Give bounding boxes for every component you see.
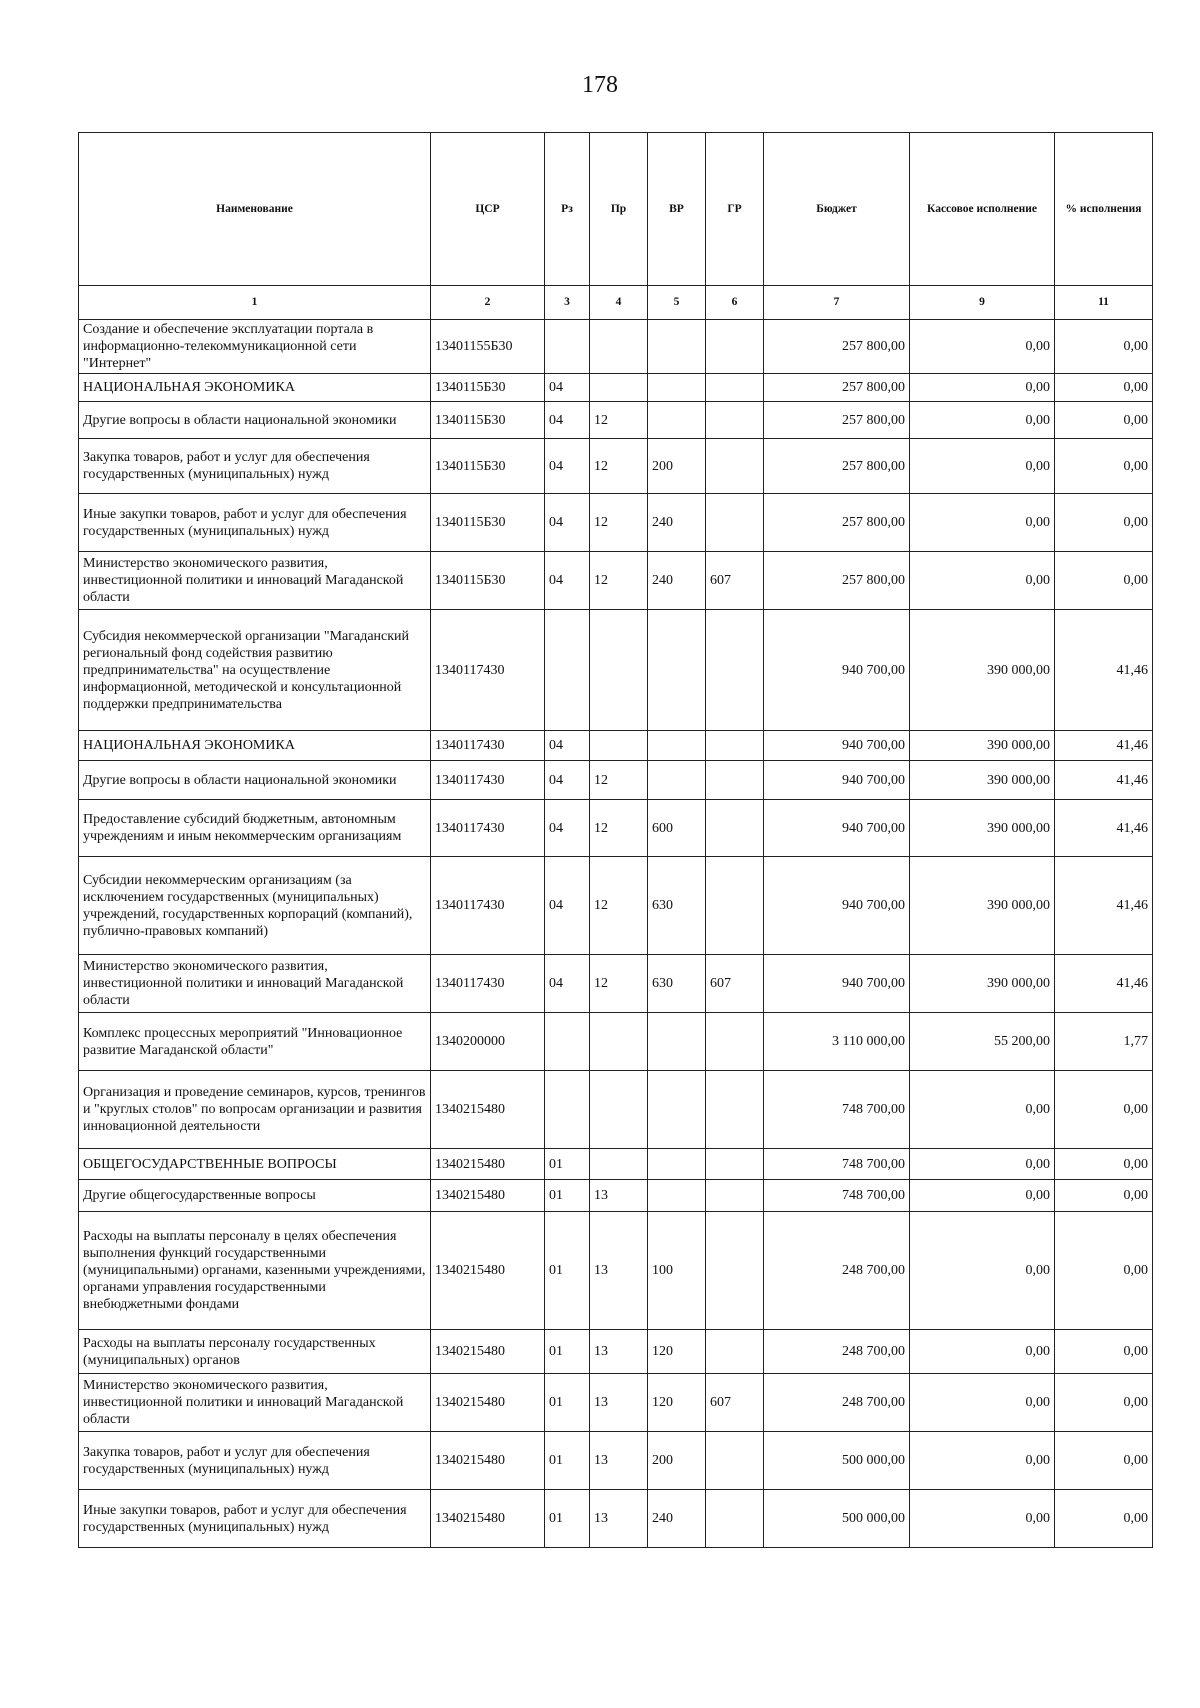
row-pr: 13	[590, 1432, 648, 1490]
row-pct: 1,77	[1055, 1013, 1153, 1071]
col-number: 5	[648, 286, 706, 320]
row-gr	[706, 610, 764, 731]
row-pct: 41,46	[1055, 761, 1153, 800]
row-vr	[648, 374, 706, 402]
row-vr	[648, 610, 706, 731]
table-row	[79, 320, 1153, 374]
row-pct: 0,00	[1055, 1374, 1153, 1432]
row-vr	[648, 731, 706, 761]
row-rz	[545, 1013, 590, 1071]
row-gr	[706, 1071, 764, 1149]
row-pct: 0,00	[1055, 494, 1153, 552]
table-row	[79, 731, 1153, 761]
row-cash: 0,00	[910, 1432, 1055, 1490]
row-cash: 0,00	[910, 1071, 1055, 1149]
row-budget: 748 700,00	[764, 1149, 910, 1180]
row-vr: 630	[648, 857, 706, 955]
row-vr: 600	[648, 800, 706, 857]
row-csr: 1340115Б30	[431, 439, 545, 494]
row-cash: 390 000,00	[910, 761, 1055, 800]
row-budget: 940 700,00	[764, 800, 910, 857]
table-row	[79, 1330, 1153, 1374]
row-budget: 248 700,00	[764, 1212, 910, 1330]
table-row	[79, 955, 1153, 1013]
table-row	[79, 1212, 1153, 1330]
row-gr	[706, 374, 764, 402]
row-name: Организация и проведение семинаров, курсов, тренингов и "круглых столов" по вопросам организации и развития инновационной деятельности	[79, 1071, 431, 1149]
col-header-cash: Кассовое исполнение	[910, 133, 1055, 286]
row-vr: 200	[648, 439, 706, 494]
row-pr	[590, 1149, 648, 1180]
row-pr	[590, 1071, 648, 1149]
row-cash: 0,00	[910, 439, 1055, 494]
row-vr: 240	[648, 494, 706, 552]
row-pr: 13	[590, 1180, 648, 1212]
row-budget: 257 800,00	[764, 552, 910, 610]
row-csr: 13401155Б30	[431, 320, 545, 374]
row-vr: 100	[648, 1212, 706, 1330]
row-rz	[545, 1071, 590, 1149]
row-name: Создание и обеспечение эксплуатации портала в информационно-телекоммуникационной сети "Интернет"	[79, 320, 431, 374]
row-name: Комплекс процессных мероприятий "Инновационное развитие Магаданской области"	[79, 1013, 431, 1071]
row-pct: 0,00	[1055, 1180, 1153, 1212]
row-budget: 257 800,00	[764, 494, 910, 552]
row-vr	[648, 402, 706, 439]
row-vr: 120	[648, 1374, 706, 1432]
row-csr: 1340215480	[431, 1374, 545, 1432]
row-rz: 04	[545, 374, 590, 402]
row-gr	[706, 1180, 764, 1212]
row-csr: 1340215480	[431, 1432, 545, 1490]
row-name: Министерство экономического развития, инвестиционной политики и инноваций Магаданской области	[79, 1374, 431, 1432]
table-row	[79, 1013, 1153, 1071]
row-rz: 04	[545, 494, 590, 552]
col-header-budget: Бюджет	[764, 133, 910, 286]
row-pct: 0,00	[1055, 1432, 1153, 1490]
row-gr	[706, 494, 764, 552]
col-number: 7	[764, 286, 910, 320]
row-cash: 0,00	[910, 552, 1055, 610]
row-vr	[648, 1013, 706, 1071]
row-gr: 607	[706, 955, 764, 1013]
table-row	[79, 1180, 1153, 1212]
table-body	[79, 320, 1153, 1548]
row-pr	[590, 374, 648, 402]
col-number: 6	[706, 286, 764, 320]
row-name: Иные закупки товаров, работ и услуг для обеспечения государственных (муниципальных) нужд	[79, 494, 431, 552]
col-header-gr: ГР	[706, 133, 764, 286]
row-budget: 257 800,00	[764, 439, 910, 494]
row-budget: 940 700,00	[764, 955, 910, 1013]
table-row	[79, 552, 1153, 610]
row-name: Министерство экономического развития, инвестиционной политики и инноваций Магаданской области	[79, 955, 431, 1013]
row-pr: 12	[590, 439, 648, 494]
row-pct: 0,00	[1055, 1490, 1153, 1548]
row-vr: 630	[648, 955, 706, 1013]
row-pct: 0,00	[1055, 320, 1153, 374]
row-pct: 0,00	[1055, 1330, 1153, 1374]
budget-table	[78, 132, 1153, 1548]
row-rz: 01	[545, 1180, 590, 1212]
table-row	[79, 761, 1153, 800]
col-number: 11	[1055, 286, 1153, 320]
row-cash: 390 000,00	[910, 857, 1055, 955]
col-header-vr: ВР	[648, 133, 706, 286]
col-header-pct: % исполнения	[1055, 133, 1153, 286]
row-rz: 01	[545, 1490, 590, 1548]
row-pr: 13	[590, 1212, 648, 1330]
row-name: Субсидии некоммерческим организациям (за исключением государственных (муниципальных) учреждений, государственных корпораций (компаний), публично-правовых компаний)	[79, 857, 431, 955]
row-vr: 200	[648, 1432, 706, 1490]
row-pr	[590, 610, 648, 731]
table-row	[79, 857, 1153, 955]
col-number: 9	[910, 286, 1055, 320]
row-pr	[590, 1013, 648, 1071]
row-pr: 13	[590, 1490, 648, 1548]
row-pct: 0,00	[1055, 1212, 1153, 1330]
row-cash: 0,00	[910, 320, 1055, 374]
row-pr	[590, 731, 648, 761]
row-budget: 940 700,00	[764, 857, 910, 955]
row-gr	[706, 1212, 764, 1330]
row-csr: 1340215480	[431, 1212, 545, 1330]
row-csr: 1340200000	[431, 1013, 545, 1071]
row-cash: 0,00	[910, 1212, 1055, 1330]
row-cash: 55 200,00	[910, 1013, 1055, 1071]
row-pr: 13	[590, 1374, 648, 1432]
row-name: Другие вопросы в области национальной экономики	[79, 402, 431, 439]
row-budget: 257 800,00	[764, 402, 910, 439]
row-name: Министерство экономического развития, инвестиционной политики и инноваций Магаданской области	[79, 552, 431, 610]
row-pct: 41,46	[1055, 800, 1153, 857]
table-row	[79, 800, 1153, 857]
row-cash: 0,00	[910, 494, 1055, 552]
row-gr: 607	[706, 1374, 764, 1432]
row-pct: 0,00	[1055, 439, 1153, 494]
row-budget: 3 110 000,00	[764, 1013, 910, 1071]
table-row	[79, 1490, 1153, 1548]
row-vr	[648, 1149, 706, 1180]
row-budget: 257 800,00	[764, 374, 910, 402]
row-pct: 0,00	[1055, 1149, 1153, 1180]
row-vr: 120	[648, 1330, 706, 1374]
row-budget: 940 700,00	[764, 761, 910, 800]
row-pct: 0,00	[1055, 552, 1153, 610]
row-rz	[545, 610, 590, 731]
row-budget: 257 800,00	[764, 320, 910, 374]
row-csr: 1340215480	[431, 1149, 545, 1180]
row-pr: 12	[590, 800, 648, 857]
row-csr: 1340117430	[431, 761, 545, 800]
row-name: Предоставление субсидий бюджетным, автономным учреждениям и иным некоммерческим организациям	[79, 800, 431, 857]
row-rz: 01	[545, 1330, 590, 1374]
row-pr: 12	[590, 552, 648, 610]
col-header-csr: ЦСР	[431, 133, 545, 286]
table-row	[79, 494, 1153, 552]
row-rz: 04	[545, 955, 590, 1013]
row-pct: 41,46	[1055, 610, 1153, 731]
col-header-name: Наименование	[79, 133, 431, 286]
col-header-rz: Рз	[545, 133, 590, 286]
row-pct: 41,46	[1055, 857, 1153, 955]
row-rz: 04	[545, 761, 590, 800]
table-row	[79, 1071, 1153, 1149]
row-pr: 12	[590, 402, 648, 439]
row-budget: 248 700,00	[764, 1330, 910, 1374]
row-name: ОБЩЕГОСУДАРСТВЕННЫЕ ВОПРОСЫ	[79, 1149, 431, 1180]
row-name: НАЦИОНАЛЬНАЯ ЭКОНОМИКА	[79, 731, 431, 761]
row-gr	[706, 1330, 764, 1374]
row-rz: 01	[545, 1432, 590, 1490]
col-header-pr: Пр	[590, 133, 648, 286]
row-gr	[706, 731, 764, 761]
col-number: 1	[79, 286, 431, 320]
row-budget: 248 700,00	[764, 1374, 910, 1432]
row-name: Субсидия некоммерческой организации "Магаданский региональный фонд содействия развитию предпринимательства" на осуществление информационной, методической и консультационной поддержки предпринимательства	[79, 610, 431, 731]
row-pr: 12	[590, 761, 648, 800]
row-rz: 04	[545, 857, 590, 955]
row-cash: 390 000,00	[910, 731, 1055, 761]
row-gr	[706, 1013, 764, 1071]
row-gr	[706, 800, 764, 857]
row-gr	[706, 439, 764, 494]
row-rz: 04	[545, 731, 590, 761]
row-name: Другие общегосударственные вопросы	[79, 1180, 431, 1212]
row-name: Расходы на выплаты персоналу в целях обеспечения выполнения функций государственными (муниципальными) органами, казенными учреждениями, органами управления государственными внебюджетными фондами	[79, 1212, 431, 1330]
table-row	[79, 402, 1153, 439]
row-csr: 1340115Б30	[431, 402, 545, 439]
row-name: Расходы на выплаты персоналу государственных (муниципальных) органов	[79, 1330, 431, 1374]
row-vr: 240	[648, 1490, 706, 1548]
row-csr: 1340117430	[431, 857, 545, 955]
row-pr	[590, 320, 648, 374]
page-number: 178	[582, 72, 618, 98]
row-cash: 0,00	[910, 1180, 1055, 1212]
row-pr: 13	[590, 1330, 648, 1374]
row-budget: 940 700,00	[764, 610, 910, 731]
row-csr: 1340117430	[431, 731, 545, 761]
row-rz: 01	[545, 1212, 590, 1330]
row-name: Другие вопросы в области национальной экономики	[79, 761, 431, 800]
row-cash: 0,00	[910, 1490, 1055, 1548]
row-name: Иные закупки товаров, работ и услуг для обеспечения государственных (муниципальных) нужд	[79, 1490, 431, 1548]
row-name: НАЦИОНАЛЬНАЯ ЭКОНОМИКА	[79, 374, 431, 402]
row-vr: 240	[648, 552, 706, 610]
row-pr: 12	[590, 955, 648, 1013]
row-cash: 390 000,00	[910, 800, 1055, 857]
row-rz: 01	[545, 1374, 590, 1432]
row-pct: 41,46	[1055, 731, 1153, 761]
row-pr: 12	[590, 494, 648, 552]
row-csr: 1340117430	[431, 610, 545, 731]
table-row	[79, 610, 1153, 731]
row-rz	[545, 320, 590, 374]
col-number: 2	[431, 286, 545, 320]
row-csr: 1340117430	[431, 955, 545, 1013]
row-cash: 390 000,00	[910, 610, 1055, 731]
row-gr	[706, 1149, 764, 1180]
row-vr	[648, 320, 706, 374]
row-csr: 1340215480	[431, 1071, 545, 1149]
table-row	[79, 1374, 1153, 1432]
row-rz: 04	[545, 439, 590, 494]
table-row	[79, 1149, 1153, 1180]
row-cash: 0,00	[910, 1149, 1055, 1180]
row-rz: 04	[545, 402, 590, 439]
row-vr	[648, 1071, 706, 1149]
row-pct: 41,46	[1055, 955, 1153, 1013]
row-vr	[648, 761, 706, 800]
row-rz: 01	[545, 1149, 590, 1180]
row-cash: 390 000,00	[910, 955, 1055, 1013]
row-name: Закупка товаров, работ и услуг для обеспечения государственных (муниципальных) нужд	[79, 1432, 431, 1490]
table-row	[79, 1432, 1153, 1490]
row-gr	[706, 1432, 764, 1490]
table-row	[79, 374, 1153, 402]
row-cash: 0,00	[910, 374, 1055, 402]
row-vr	[648, 1180, 706, 1212]
row-gr: 607	[706, 552, 764, 610]
col-number: 4	[590, 286, 648, 320]
row-gr	[706, 857, 764, 955]
row-csr: 1340117430	[431, 800, 545, 857]
col-number: 3	[545, 286, 590, 320]
row-csr: 1340215480	[431, 1180, 545, 1212]
column-number-row	[79, 286, 1153, 320]
row-name: Закупка товаров, работ и услуг для обеспечения государственных (муниципальных) нужд	[79, 439, 431, 494]
row-rz: 04	[545, 800, 590, 857]
row-budget: 748 700,00	[764, 1071, 910, 1149]
row-budget: 940 700,00	[764, 731, 910, 761]
row-budget: 748 700,00	[764, 1180, 910, 1212]
row-gr	[706, 1490, 764, 1548]
row-gr	[706, 320, 764, 374]
row-budget: 500 000,00	[764, 1432, 910, 1490]
row-csr: 1340215480	[431, 1330, 545, 1374]
table-row	[79, 439, 1153, 494]
row-cash: 0,00	[910, 1374, 1055, 1432]
row-csr: 1340115Б30	[431, 494, 545, 552]
row-pct: 0,00	[1055, 1071, 1153, 1149]
row-csr: 1340115Б30	[431, 552, 545, 610]
row-pct: 0,00	[1055, 374, 1153, 402]
row-gr	[706, 761, 764, 800]
row-csr: 1340215480	[431, 1490, 545, 1548]
row-gr	[706, 402, 764, 439]
row-pr: 12	[590, 857, 648, 955]
row-csr: 1340115Б30	[431, 374, 545, 402]
row-rz: 04	[545, 552, 590, 610]
row-cash: 0,00	[910, 1330, 1055, 1374]
row-cash: 0,00	[910, 402, 1055, 439]
row-pct: 0,00	[1055, 402, 1153, 439]
header-row	[79, 133, 1153, 286]
row-budget: 500 000,00	[764, 1490, 910, 1548]
